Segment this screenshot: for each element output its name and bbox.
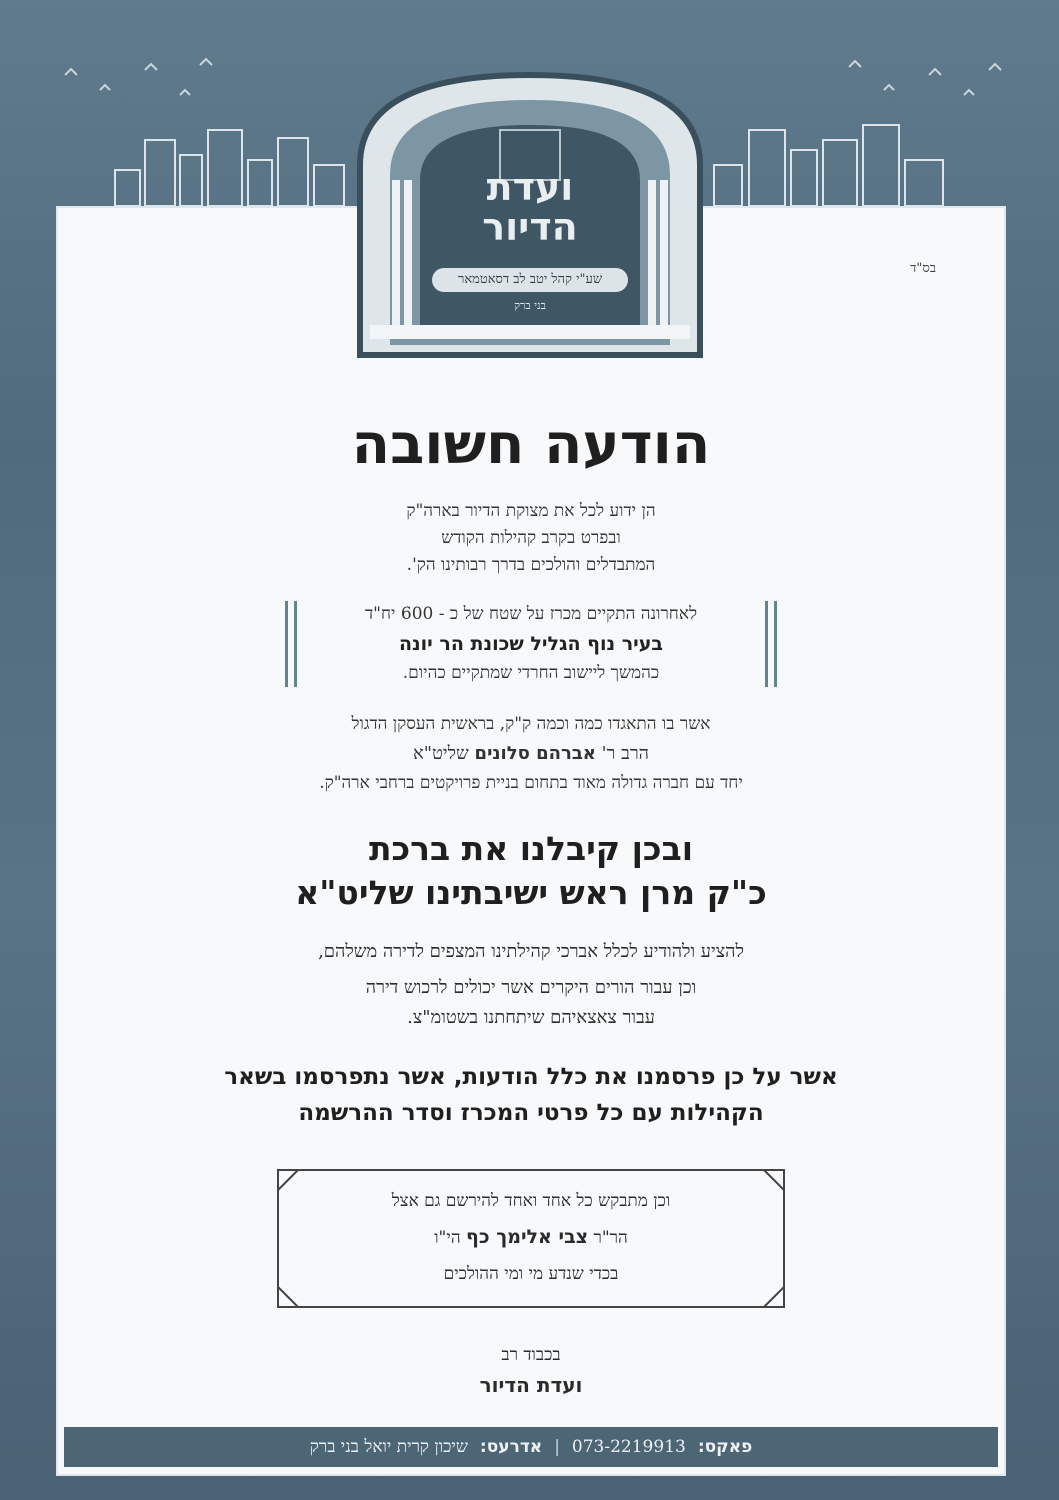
- city-skyline-left-icon: [110, 110, 350, 206]
- organizers-line: יחד עם חברה גדולה מאוד בתחום בניית פרויקטים ברחבי ארה"ק.: [319, 773, 743, 793]
- birds-right-icon: [839, 55, 1009, 115]
- offer-line: להציע ולהודיע לכלל אברכי קהילתינו המצפים לדירה משלהם,: [318, 941, 744, 962]
- emblem-subtitle: שע"י קהל יטב לב דסאטמאר: [457, 272, 603, 287]
- organizers-paragraph: [56, 711, 1006, 797]
- registration-line: וכן מתבקש כל אחד ואחד להירשם גם אצל: [391, 1191, 671, 1211]
- bsd-mark: בס"ד: [910, 261, 936, 276]
- page-title: הודעה חשובה: [351, 412, 711, 477]
- footer-separator: |: [554, 1437, 560, 1457]
- birds-left-icon: [60, 55, 230, 115]
- framed-line: לאחרונה התקיים מכרז על שטח של כ - 600 יח"ד: [364, 604, 698, 624]
- emblem-title-line1: ועדת: [486, 165, 574, 209]
- emblem-title-line2: הדיור: [482, 205, 578, 249]
- publication-line: אשר על כן פרסמנו את כלל הודעות, אשר נתפרסמו בשאר: [224, 1064, 838, 1090]
- organizers-line: אשר בו התאגדו כמה וכמה ק"ק, בראשית העסקן הדגול: [351, 714, 711, 734]
- signature: [56, 1340, 1006, 1400]
- blessing-heading: [56, 827, 1006, 915]
- contact-name: צבי אלימך כף: [466, 1226, 589, 1248]
- framed-line: כהמשך ליישוב החרדי שמתקיים כהיום.: [402, 663, 660, 683]
- box-corner-icon: [761, 1284, 785, 1308]
- fax-number: 073-2219913: [571, 1437, 686, 1457]
- signature-org: ועדת הדיור: [479, 1373, 583, 1397]
- publication-line: הקהילות עם כל פרטי המכרז וסדר ההרשמה: [298, 1100, 764, 1126]
- intro-line: הן ידוע לכל את מצוקת הדיור בארה"ק: [406, 501, 656, 521]
- signature-greeting: בכבוד רב: [501, 1345, 561, 1365]
- offer-line: וכן עבור הורים היקרים אשר יכולים לרכוש דירה: [365, 977, 697, 998]
- address-value: שיכון קרית יואל בני ברק: [309, 1437, 468, 1457]
- offer-paragraph: [56, 937, 1006, 1033]
- registration-line: בכדי שנדע מי ומי ההולכים: [443, 1264, 619, 1284]
- organizer-honorific: שליט"א: [412, 743, 469, 764]
- notice-content: [56, 410, 1006, 1400]
- contact-title: הר"ר: [593, 1228, 628, 1248]
- frame-bar-right: [765, 601, 777, 687]
- blessing-line: כ"ק מרן ראש ישיבתינו שליט"א: [295, 873, 767, 912]
- framed-location: בעיר נוף הגליל שכונת הר יונה: [399, 633, 663, 655]
- organizer-name: אברהם סלונים: [474, 743, 596, 764]
- intro-line: המתבדלים והולכים בדרך רבותינו הק'.: [406, 555, 656, 575]
- fax-label: פאקס:: [697, 1437, 753, 1457]
- contact-footer: [64, 1427, 998, 1467]
- box-corner-icon: [277, 1284, 301, 1308]
- blessing-line: ובכן קיבלנו את ברכת: [368, 829, 694, 868]
- publication-notice: [56, 1059, 1006, 1131]
- logo-emblem: [350, 55, 710, 360]
- intro-line: ובפרט בקרב קהילות הקודש: [441, 528, 621, 548]
- registration-box: [277, 1169, 785, 1308]
- emblem-location: בני ברק: [514, 299, 546, 312]
- registration-contact-line: [289, 1219, 773, 1256]
- offer-line: עבור צאצאיהם שיתחתנו בשטומ"צ.: [407, 1007, 655, 1028]
- box-corner-icon: [277, 1169, 301, 1193]
- frame-bar-left: [285, 601, 297, 687]
- organizer-title: הרב ר': [601, 743, 650, 764]
- tender-framed-block: [291, 601, 771, 687]
- address-label: אדרעס:: [479, 1437, 543, 1457]
- box-corner-icon: [761, 1169, 785, 1193]
- intro-paragraph: [56, 498, 1006, 579]
- city-skyline-right-icon: [709, 110, 949, 206]
- organizer-name-line: [56, 738, 1006, 770]
- contact-honorific: הי"ו: [434, 1228, 461, 1248]
